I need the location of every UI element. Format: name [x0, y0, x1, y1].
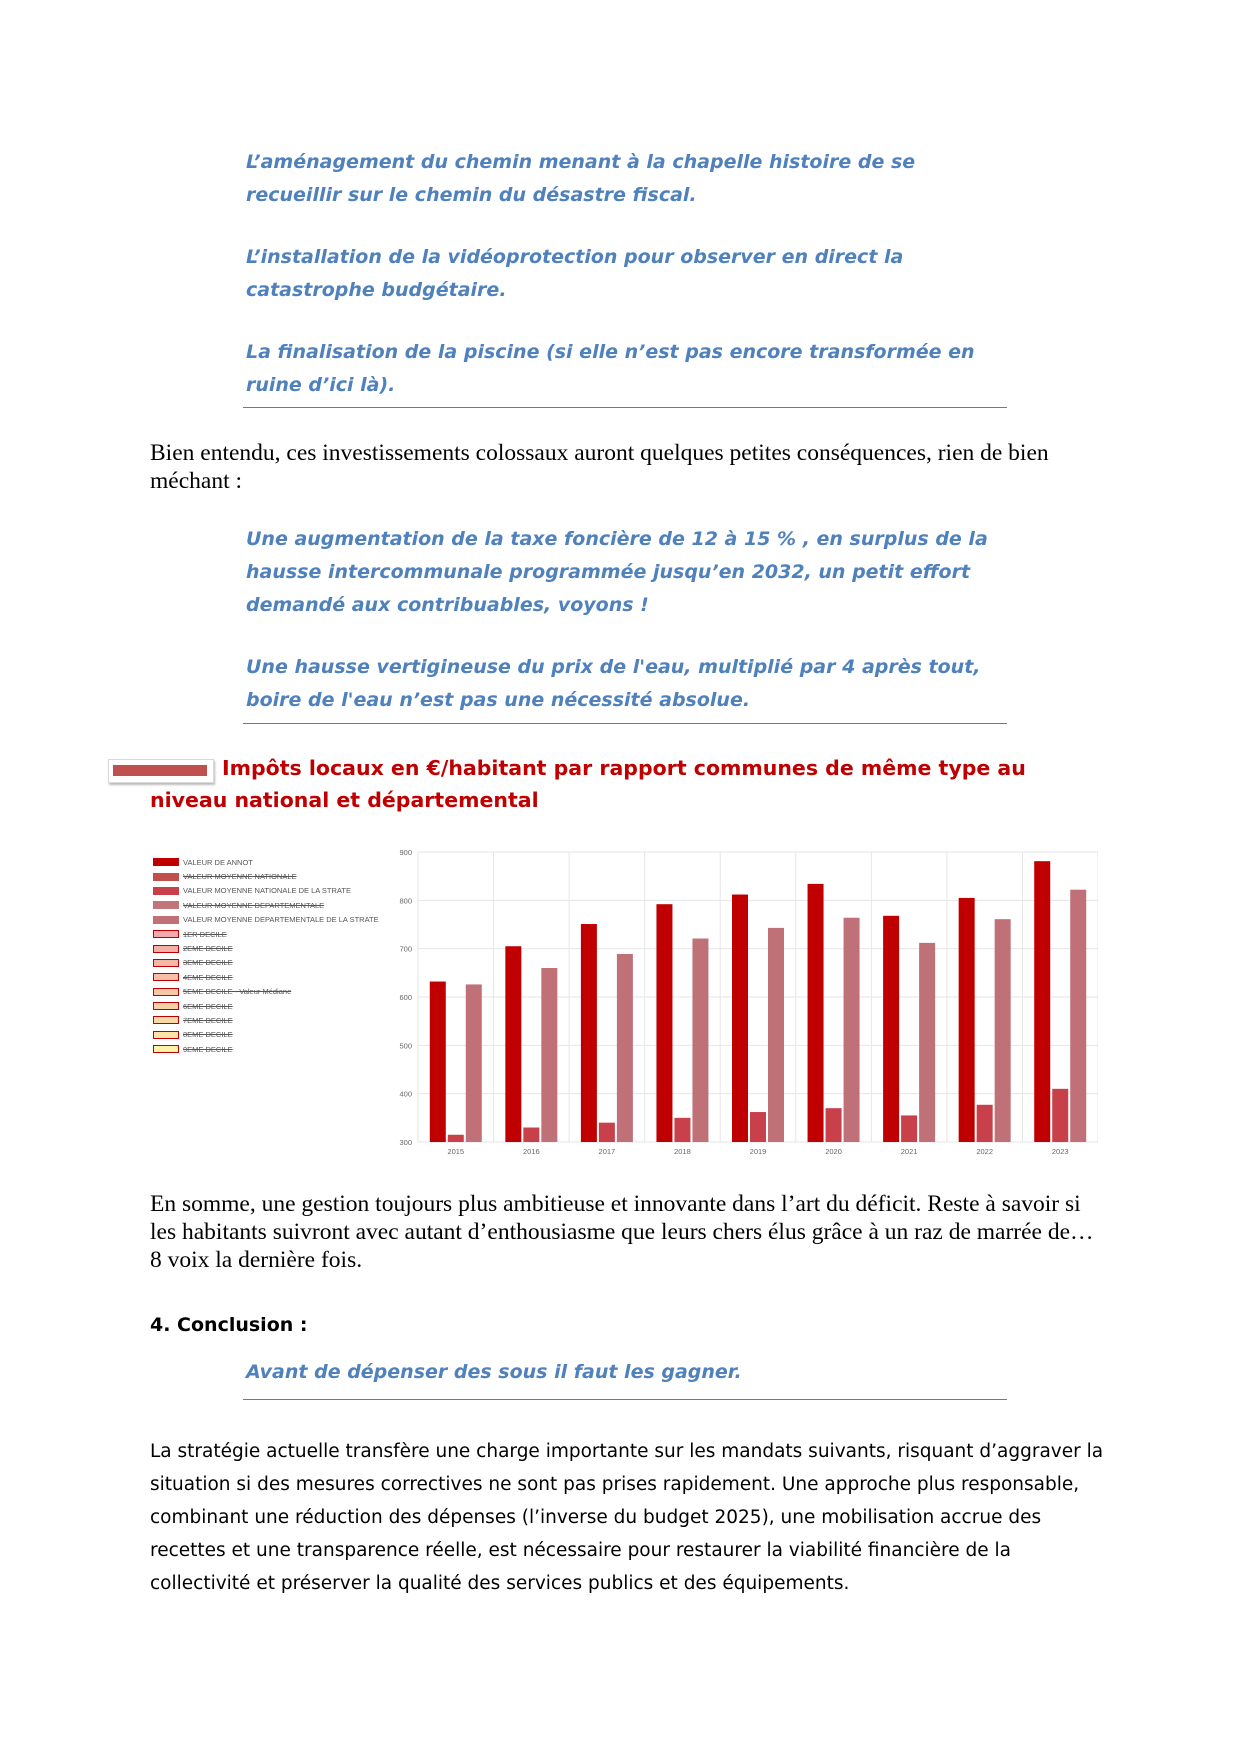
paragraph-consequences: Bien entendu, ces investissements colossaux auront quelques petites conséquences, rien de bien méchant : — [150, 440, 1049, 494]
conclusion-line: situation si des mesures correctives ne sont pas prises rapidement. Une approche plus responsable, — [150, 1474, 1080, 1495]
bar — [901, 1115, 917, 1142]
bar — [768, 928, 784, 1142]
legend-label: VALEUR DE ANNOT — [183, 857, 253, 867]
bar — [959, 898, 975, 1142]
legend-swatch — [153, 916, 179, 924]
bar — [919, 943, 935, 1142]
legend-label: VALEUR MOYENNE DEPARTEMENTALE DE LA STRATE — [183, 915, 379, 925]
legend-label: 6EME DECILE — [183, 1001, 233, 1011]
bar — [541, 968, 557, 1142]
legend-swatch — [153, 901, 179, 909]
quote-item: L’installation de la vidéoprotection pour observer en direct la catastrophe budgétaire. — [246, 246, 904, 301]
bar — [826, 1108, 842, 1142]
legend-label: 7EME DECILE — [183, 1015, 233, 1025]
quote-item: Une hausse vertigineuse du prix de l'eau, multiplié par 4 après tout, boire de l'eau n’est pas une nécessité absolue. — [246, 656, 981, 711]
bar — [674, 1118, 690, 1142]
x-tick-label: 2023 — [1051, 1147, 1069, 1156]
legend-swatch — [153, 959, 179, 967]
section-heading: Impôts locaux en €/habitant par rapport communes de même type au niveau national et départemental — [150, 756, 1026, 812]
quote-item: L’aménagement du chemin menant à la chapelle histoire de se recueillir sur le chemin du désastre fiscal. — [246, 151, 916, 206]
bar — [505, 946, 521, 1142]
y-tick-label: 900 — [399, 848, 412, 857]
conclusion-text — [150, 1435, 1110, 1600]
legend-swatch — [153, 1016, 179, 1024]
legend-label: VALEUR MOYENNE NATIONALE DE LA STRATE — [183, 886, 351, 896]
bar — [617, 954, 633, 1142]
conclusion-line: collectivité et préserver la qualité des services publics et des équipements. — [150, 1573, 850, 1594]
bar — [1070, 890, 1086, 1142]
legend-item[interactable] — [153, 956, 379, 970]
legend-label: 1ER DECILE — [183, 929, 227, 939]
bar — [430, 982, 446, 1142]
legend-label: 8EME DECILE — [183, 1030, 233, 1040]
legend-swatch — [153, 858, 179, 866]
legend-swatch — [153, 1031, 179, 1039]
legend-swatch — [153, 1045, 179, 1053]
y-tick-label: 600 — [399, 993, 412, 1002]
x-tick-label: 2021 — [900, 1147, 918, 1156]
x-tick-label: 2018 — [674, 1147, 691, 1156]
quote-item: La finalisation de la piscine (si elle n’est pas encore transformée en ruine d’ici là). — [246, 341, 975, 396]
legend-swatch — [153, 973, 179, 981]
bar — [844, 918, 860, 1142]
conclusion-line: La stratégie actuelle transfère une charge importante sur les mandats suivants, risquant d’aggraver la — [150, 1441, 1104, 1462]
legend-item[interactable] — [153, 1042, 379, 1056]
legend-label: 4EME DECILE — [183, 972, 233, 982]
conclusion-heading: 4. Conclusion : — [150, 1314, 308, 1336]
bar — [750, 1112, 766, 1142]
x-tick-label: 2015 — [447, 1147, 465, 1156]
bar — [1052, 1089, 1068, 1142]
quote-block-consequences — [246, 523, 1006, 746]
x-tick-label: 2016 — [522, 1147, 540, 1156]
bar — [1034, 861, 1050, 1142]
legend-swatch — [153, 930, 179, 938]
legend-swatch — [153, 988, 179, 996]
legend-item[interactable] — [153, 1028, 379, 1042]
quote-item: Avant de dépenser des sous il faut les gagner. — [246, 1361, 742, 1383]
legend-swatch — [153, 1002, 179, 1010]
legend-item[interactable] — [153, 927, 379, 941]
paragraph-summary: En somme, une gestion toujours plus ambitieuse et innovante dans l’art du déficit. Reste à savoir si les habitants suivront avec autant d’enthousiasme que leurs chers élus grâce à un raz de marrée de…8 voix la dernière fois. — [150, 1191, 1094, 1273]
conclusion-quote — [246, 1356, 1006, 1418]
bar — [732, 895, 748, 1142]
bar — [808, 884, 824, 1142]
x-tick-label: 2022 — [976, 1147, 994, 1156]
y-tick-label: 300 — [399, 1138, 412, 1147]
legend-item[interactable] — [153, 869, 379, 883]
legend-item[interactable] — [153, 999, 379, 1013]
legend-label: 2EME DECILE — [183, 944, 233, 954]
legend-item[interactable] — [153, 884, 379, 898]
bar — [692, 939, 708, 1142]
bar — [995, 919, 1011, 1142]
bar — [523, 1128, 539, 1143]
y-tick-label: 400 — [399, 1089, 412, 1099]
bar — [448, 1135, 464, 1142]
x-tick-label: 2017 — [598, 1147, 616, 1156]
bar — [581, 924, 597, 1142]
legend-label: 5EME DECILE - Valeur Médiane — [183, 987, 292, 997]
legend-label: VALEUR MOYENNE NATIONALE — [183, 872, 297, 882]
bar — [466, 984, 482, 1142]
chart-legend — [153, 855, 379, 1056]
legend-item[interactable] — [153, 985, 379, 999]
y-tick-label: 800 — [399, 896, 412, 906]
legend-label: VALEUR MOYENNE DEPARTEMENTALE — [183, 900, 325, 910]
quote-divider — [243, 407, 1007, 408]
quote-block-investments — [246, 146, 1006, 431]
legend-swatch — [153, 945, 179, 953]
quote-divider — [243, 723, 1007, 724]
bar — [599, 1123, 615, 1142]
x-tick-label: 2019 — [749, 1147, 767, 1156]
bar — [883, 916, 899, 1142]
conclusion-line: recettes et une transparence réelle, est nécessaire pour restaurer la viabilité financière de la — [150, 1540, 1011, 1561]
legend-swatch — [153, 887, 179, 895]
y-tick-label: 700 — [399, 944, 412, 954]
legend-item[interactable] — [153, 898, 379, 912]
y-tick-label: 500 — [399, 1041, 412, 1051]
legend-label: 3EME DECILE — [183, 958, 233, 968]
legend-swatch — [153, 873, 179, 881]
bar — [977, 1105, 993, 1142]
legend-item[interactable] — [153, 941, 379, 955]
quote-item: Une augmentation de la taxe foncière de 12 à 15 % , en surplus de la hausse intercommunale programmée jusqu’en 2032, un petit effort demandé aux contribuables, voyons ! — [246, 528, 988, 616]
legend-item[interactable] — [153, 1013, 379, 1027]
legend-item[interactable] — [153, 855, 379, 869]
legend-item[interactable] — [153, 913, 379, 927]
conclusion-line: combinant une réduction des dépenses (l’inverse du budget 2025), une mobilisation accrue des — [150, 1507, 1042, 1528]
legend-item[interactable] — [153, 970, 379, 984]
x-tick-label: 2020 — [825, 1147, 842, 1156]
quote-divider — [243, 1399, 1007, 1400]
bar — [656, 904, 672, 1142]
legend-label: 9EME DECILE — [183, 1044, 233, 1054]
